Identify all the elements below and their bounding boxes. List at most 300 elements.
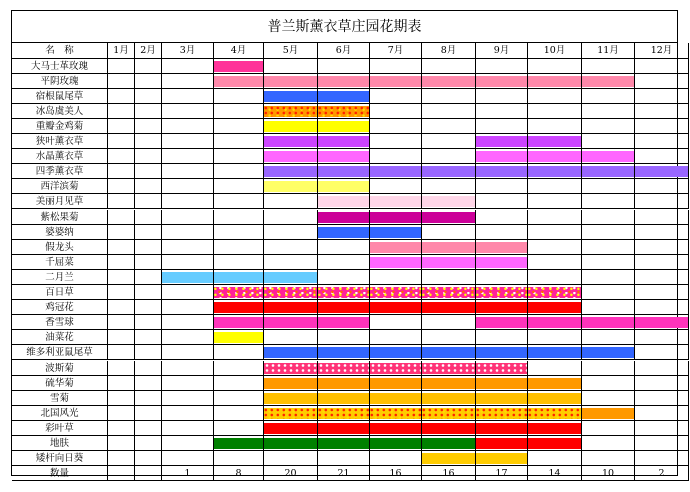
bloom-cell [528,59,582,74]
bloom-cell [214,89,264,104]
bloom-bar [318,378,369,389]
bloom-cell [135,225,162,240]
bloom-cell [214,330,264,345]
bloom-bar [264,287,317,298]
bloom-cell [318,240,370,255]
bloom-cell [422,119,476,134]
bloom-bar [370,257,421,268]
bloom-cell [635,119,689,134]
bloom-cell [162,240,214,255]
bloom-bar [318,91,369,102]
bloom-cell [635,104,689,119]
bloom-bar [582,317,634,328]
bloom-cell [370,376,422,391]
bloom-cell [370,240,422,255]
bloom-cell [528,240,582,255]
bloom-cell [214,451,264,466]
month-header: 10月 [528,43,582,59]
bloom-cell [162,391,214,406]
bloom-cell [264,134,318,149]
bloom-cell [162,330,214,345]
bloom-cell [264,210,318,225]
flower-name: 彩叶草 [12,421,108,436]
bloom-cell [476,270,528,285]
bloom-cell [582,59,635,74]
bloom-bar [264,272,317,283]
bloom-cell [318,421,370,436]
bloom-cell [162,194,214,209]
bloom-cell [108,315,135,330]
bloom-cell [635,345,689,360]
bloom-bar [370,227,421,238]
bloom-cell [582,89,635,104]
bloom-cell [162,74,214,89]
bloom-cell [370,89,422,104]
bloom-cell [528,300,582,315]
bloom-cell [318,436,370,451]
bloom-cell [162,89,214,104]
bloom-cell [370,330,422,345]
bloom-cell [370,315,422,330]
bloom-cell [162,436,214,451]
bloom-cell [318,74,370,89]
bloom-cell [476,376,528,391]
bloom-cell [264,164,318,179]
bloom-cell [264,436,318,451]
bloom-cell [108,104,135,119]
bloom-cell [422,345,476,360]
bloom-cell [135,330,162,345]
bloom-cell [108,376,135,391]
bloom-bar [318,423,369,434]
bloom-cell [162,300,214,315]
bloom-cell [582,194,635,209]
bloom-bar [476,287,527,298]
bloom-cell [214,164,264,179]
bloom-bar [422,453,475,464]
bloom-bar [318,363,369,374]
month-count [135,466,162,481]
bloom-cell [476,361,528,376]
bloom-cell [635,406,689,421]
bloom-cell [422,451,476,466]
bloom-cell [528,179,582,194]
bloom-cell [422,330,476,345]
bloom-cell [162,361,214,376]
bloom-bar [264,393,317,404]
bloom-bar [582,151,634,162]
bloom-cell [422,406,476,421]
month-header: 9月 [476,43,528,59]
bloom-cell [582,406,635,421]
bloom-cell [318,406,370,421]
bloom-cell [422,59,476,74]
month-count: 21 [318,466,370,481]
bloom-cell [214,194,264,209]
bloom-bar [370,212,421,223]
bloom-cell [264,104,318,119]
bloom-cell [135,240,162,255]
bloom-bar [214,302,263,313]
bloom-cell [108,179,135,194]
bloom-bar [476,423,527,434]
bloom-cell [528,104,582,119]
bloom-cell [264,119,318,134]
flower-name: 硫华菊 [12,376,108,391]
bloom-cell [370,421,422,436]
bloom-cell [264,89,318,104]
bloom-bar [214,332,263,343]
bloom-bar [318,166,369,177]
bloom-cell [528,391,582,406]
bloom-cell [528,376,582,391]
bloom-cell [162,134,214,149]
bloom-cell [582,300,635,315]
bloom-cell [422,210,476,225]
flower-name: 重瓣金鸡菊 [12,119,108,134]
bloom-bar [528,76,581,87]
bloom-cell [162,451,214,466]
bloom-cell [476,406,528,421]
bloom-cell [635,149,689,164]
bloom-cell [370,134,422,149]
bloom-cell [635,300,689,315]
bloom-bar [528,287,581,298]
bloom-cell [528,149,582,164]
bloom-cell [162,149,214,164]
bloom-cell [108,285,135,300]
bloom-cell [476,225,528,240]
bloom-cell [264,74,318,89]
bloom-cell [162,315,214,330]
bloom-cell [214,406,264,421]
bloom-cell [264,179,318,194]
bloom-cell [582,376,635,391]
month-count: 8 [214,466,264,481]
bloom-cell [476,119,528,134]
bloom-bar [582,166,634,177]
bloom-bar [318,121,369,132]
flower-name: 紫松果菊 [12,210,108,225]
bloom-bar [582,347,634,358]
bloom-cell [135,376,162,391]
bloom-cell [422,240,476,255]
bloom-cell [476,210,528,225]
bloom-cell [528,285,582,300]
bloom-cell [422,149,476,164]
bloom-cell [422,194,476,209]
bloom-cell [582,361,635,376]
bloom-bar [476,438,527,449]
flower-name: 狭叶薰衣草 [12,134,108,149]
flower-name: 美丽月见草 [12,194,108,209]
bloom-bar [528,136,581,147]
bloom-bar [422,287,475,298]
bloom-cell [528,74,582,89]
bloom-bar [476,347,527,358]
flower-name: 波斯菊 [12,361,108,376]
bloom-bar [370,166,421,177]
bloom-bar [528,166,581,177]
bloom-cell [635,134,689,149]
bloom-cell [370,270,422,285]
bloom-bar [370,423,421,434]
bloom-cell [476,59,528,74]
bloom-cell [162,376,214,391]
bloom-cell [476,451,528,466]
bloom-bar [318,151,369,162]
bloom-cell [422,391,476,406]
bloom-bar [528,347,581,358]
bloom-bar [318,438,369,449]
bloom-bar [318,393,369,404]
bloom-bar [528,378,581,389]
bloom-cell [528,451,582,466]
bloom-cell [108,421,135,436]
bloom-cell [635,59,689,74]
bloom-cell [264,270,318,285]
bloom-bar [318,347,369,358]
bloom-cell [214,225,264,240]
bloom-cell [318,285,370,300]
bloom-cell [318,59,370,74]
bloom-bar [214,272,263,283]
bloom-cell [318,270,370,285]
bloom-bar [476,453,527,464]
bloom-cell [476,315,528,330]
bloom-cell [162,164,214,179]
bloom-cell [528,194,582,209]
bloom-bar [422,393,475,404]
month-count: 20 [264,466,318,481]
bloom-bar [422,408,475,419]
month-count: 16 [422,466,476,481]
bloom-cell [635,164,689,179]
bloom-cell [108,164,135,179]
bloom-cell [582,74,635,89]
bloom-cell [264,59,318,74]
bloom-cell [422,104,476,119]
bloom-cell [635,74,689,89]
bloom-cell [422,376,476,391]
bloom-bar [318,181,369,192]
flower-name: 四季薰衣草 [12,164,108,179]
bloom-cell [582,285,635,300]
bloom-cell [528,361,582,376]
month-header: 4月 [214,43,264,59]
bloom-cell [214,315,264,330]
bloom-bar [318,76,369,87]
bloom-cell [135,436,162,451]
bloom-bar [370,287,421,298]
bloom-cell [582,451,635,466]
bloom-cell [264,225,318,240]
bloom-cell [214,240,264,255]
bloom-bar [422,257,475,268]
bloom-bar [370,196,421,207]
month-header: 1月 [108,43,135,59]
bloom-cell [162,119,214,134]
bloom-cell [214,391,264,406]
bloom-cell [476,436,528,451]
bloom-bar [476,393,527,404]
bloom-cell [135,179,162,194]
bloom-cell [135,361,162,376]
bloom-cell [476,74,528,89]
bloom-bar [476,257,527,268]
month-count: 10 [582,466,635,481]
bloom-cell [108,406,135,421]
bloom-cell [635,210,689,225]
bloom-cell [476,194,528,209]
bloom-cell [635,361,689,376]
bloom-cell [370,179,422,194]
bloom-cell [162,225,214,240]
bloom-bar [370,242,421,253]
bloom-bar [370,408,421,419]
bloom-cell [476,345,528,360]
bloom-cell [264,421,318,436]
bloom-cell [476,164,528,179]
bloom-bar [422,423,475,434]
bloom-cell [214,421,264,436]
bloom-cell [370,451,422,466]
bloom-cell [162,59,214,74]
bloom-bar [476,136,527,147]
bloom-cell [135,164,162,179]
bloom-cell [108,149,135,164]
bloom-bar [264,136,317,147]
bloom-bar [318,302,369,313]
bloom-cell [370,104,422,119]
bloom-bar [264,317,317,328]
bloom-bar [422,242,475,253]
bloom-cell [135,285,162,300]
bloom-cell [108,436,135,451]
bloom-cell [528,330,582,345]
bloom-cell [162,179,214,194]
bloom-bar [370,438,421,449]
bloom-cell [135,315,162,330]
bloom-bar [476,242,527,253]
flower-name: 冰岛虞美人 [12,104,108,119]
flower-name: 西洋滨菊 [12,179,108,194]
bloom-bar [264,106,317,117]
bloom-cell [370,300,422,315]
bloom-cell [318,361,370,376]
bloom-cell [370,59,422,74]
month-count: 1 [162,466,214,481]
bloom-cell [370,285,422,300]
bloom-cell [135,270,162,285]
bloom-bar [528,438,581,449]
bloom-cell [476,421,528,436]
month-header: 3月 [162,43,214,59]
month-count: 2 [635,466,689,481]
bloom-cell [528,270,582,285]
bloom-bar [422,212,475,223]
bloom-cell [635,421,689,436]
bloom-cell [582,330,635,345]
bloom-cell [214,104,264,119]
bloom-cell [108,119,135,134]
flower-name: 地肤 [12,436,108,451]
bloom-cell [635,225,689,240]
bloom-cell [162,270,214,285]
bloom-cell [370,361,422,376]
bloom-cell [108,345,135,360]
bloom-cell [135,406,162,421]
bloom-cell [370,391,422,406]
bloom-cell [582,436,635,451]
bloom-cell [635,194,689,209]
bloom-cell [214,119,264,134]
bloom-cell [476,134,528,149]
bloom-bar [318,196,369,207]
bloom-bar [635,166,688,177]
bloom-cell [135,255,162,270]
bloom-bar [528,423,581,434]
footer-count-label: 数量 [12,466,108,481]
bloom-cell [422,74,476,89]
bloom-bar [318,227,369,238]
flower-name: 维多利亚鼠尾草 [12,345,108,360]
bloom-cell [318,179,370,194]
bloom-cell [162,345,214,360]
bloom-bar [264,363,317,374]
bloom-bar [318,317,369,328]
bloom-cell [162,285,214,300]
bloom-cell [528,134,582,149]
bloom-cell [528,406,582,421]
bloom-cell [582,119,635,134]
bloom-cell [264,345,318,360]
bloom-cell [318,210,370,225]
bloom-bar [476,151,527,162]
bloom-cell [214,134,264,149]
bloom-cell [422,179,476,194]
bloom-cell [135,421,162,436]
bloom-cell [135,104,162,119]
bloom-cell [582,240,635,255]
bloom-cell [214,285,264,300]
bloom-bar [370,347,421,358]
bloom-cell [635,315,689,330]
bloom-bar [582,408,634,419]
bloom-cell [214,59,264,74]
bloom-cell [108,255,135,270]
bloom-bar [318,408,369,419]
bloom-cell [528,345,582,360]
bloom-cell [318,119,370,134]
bloom-bar [264,347,317,358]
flower-name: 香雪球 [12,315,108,330]
bloom-cell [108,270,135,285]
bloom-cell [635,285,689,300]
month-header: 5月 [264,43,318,59]
bloom-cell [318,255,370,270]
bloom-cell [370,255,422,270]
bloom-cell [476,179,528,194]
bloom-cell [582,225,635,240]
bloom-cell [422,436,476,451]
bloom-cell [582,315,635,330]
bloom-cell [635,451,689,466]
bloom-bar [264,181,317,192]
flower-name: 婆婆纳 [12,225,108,240]
bloom-bar [422,302,475,313]
bloom-cell [318,134,370,149]
